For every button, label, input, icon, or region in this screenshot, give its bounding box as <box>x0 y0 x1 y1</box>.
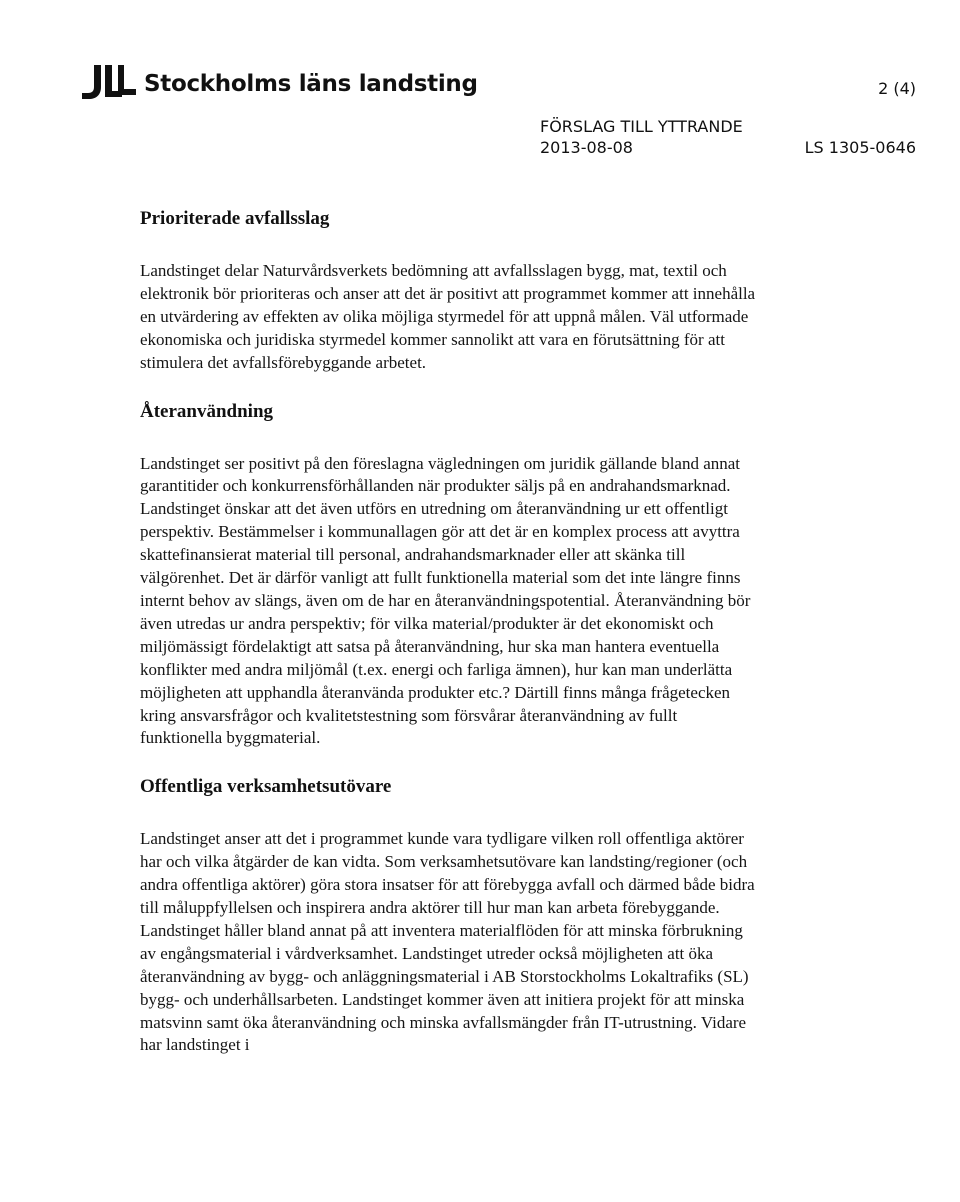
document-date: 2013-08-08 <box>540 138 633 157</box>
document-body <box>140 206 760 1057</box>
document-reference: LS 1305-0646 <box>804 138 916 157</box>
section-heading-prioritized-waste: Prioriterade avfallsslag <box>140 208 330 229</box>
section-heading-public-operators: Offentliga verksamhetsutövare <box>140 776 392 798</box>
section-paragraph-reuse: Landstinget ser positivt på den föreslagna vägledningen om juridik gällande bland annat garantitider och konkurrensförhållanden när produkter säljs på en andrahandsmarknad. Landstinget önskar att det även utförs en utredning om återanvändning ur ett offentligt perspektiv. Bestämmelser i kommunallagen gör att det är en komplex process att avyttra skattefinansierat material till personal, andrahandsmarknader eller att skänka till välgörenhet. Det är därför vanligt att fullt funktionella material som det inte längre finns internt behov av slängs, även om de har en återanvändningspotential. Återanvändning bör även utredas ur andra perspektiv; för vilka material/produkter är det ekonomiskt och miljömässigt fördelaktigt att satsa på återanvändning, hur ska man hantera eventuella konflikter med andra miljömål (t.ex. energi och farliga ämnen), hur kan man underlätta möjligheten att upphandla återanvända produkter etc.? Därtill finns många frågetecken kring ansvarsfrågor och kvalitetstestning som försvårar återanvändning av fullt funktionella byggmaterial. <box>140 453 751 748</box>
section-paragraph-prioritized-waste: Landstinget delar Naturvårdsverkets bedömning att avfallsslagen bygg, mat, textil och elektronik bör prioriteras och anser att det är positivt att programmet kommer att innehålla en utvärdering av effekten av olika möjliga styrmedel för att uppnå målen. Väl utformade ekonomiska och juridiska styrmedel kommer sannolikt att vara en förutsättning för att stimulera det avfallsförebyggande arbetet. <box>140 261 756 372</box>
section-heading-reuse: Återanvändning <box>140 400 274 422</box>
organization-name: Stockholms läns landsting <box>144 71 478 97</box>
sll-logo-icon <box>80 63 138 101</box>
section-paragraph-public-operators: Landstinget anser att det i programmet kunde vara tydligare vilken roll offentliga aktörer har och vilka åtgärder de kan vidta. Som verksamhetsutövare kan landsting/regioner (och andra offentliga aktörer) göra stora insatser för att förebygga avfall och därmed både bidra till måluppfyllelsen och inspirera andra aktörer till hur man kan arbeta förebyggande. Landstinget håller bland annat på att inventera materialflöden för att minska förbrukning av engångsmaterial i vårdverksamhet. Landstinget utreder också möjligheten att öka återanvändning av bygg- och anläggningsmaterial i AB Storstockholms Lokaltrafiks (SL) bygg- och underhållsarbeten. Landstinget kommer även att initiera projekt för att minska matsvinn samt öka återanvändning och minska avfallsmängder från IT-utrustning. Vidare har landstinget i <box>140 829 755 1055</box>
page-number: 2 (4) <box>878 79 916 98</box>
document-status: FÖRSLAG TILL YTTRANDE <box>540 117 743 136</box>
